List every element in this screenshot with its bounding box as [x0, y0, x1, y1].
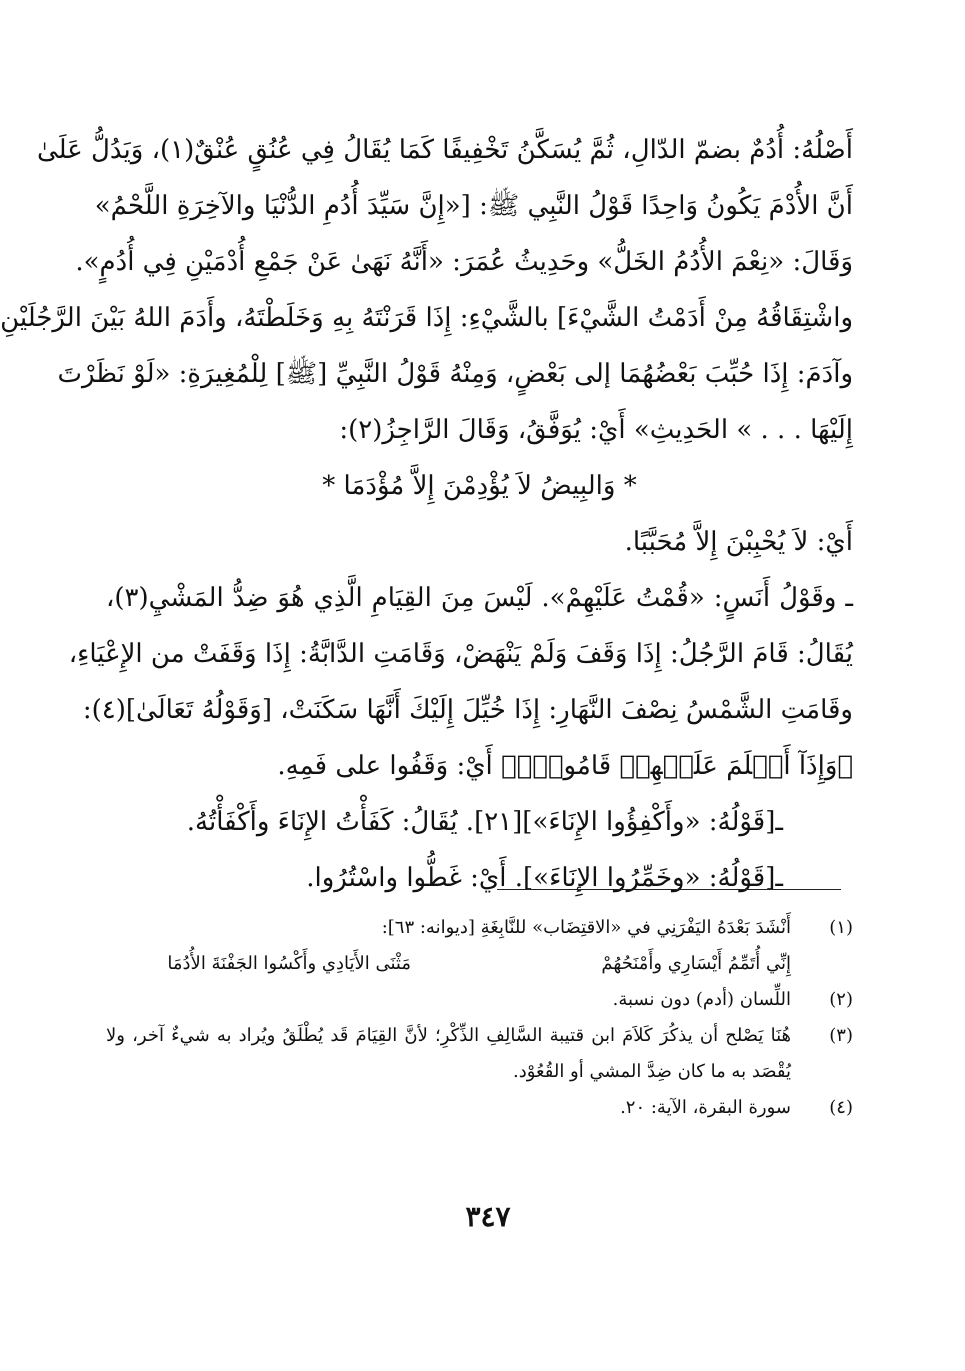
text-line: ﴿وَإِذَآ أَظۡلَمَ عَلَيۡهِمۡ قَامُواْۚ﴾ أَيْ: وَقَفُوا على فَمِهِ. [277, 751, 853, 781]
footnote-3-continued [106, 1054, 853, 1090]
text-line: واشْتِقَاقُهُ مِنْ أَدَمْتُ الشَّيْءَ] بالشَّيْءِ: إِذَا قَرَنْتَهُ بِهِ وَخَلَطْتَهُ، وأَدَمَ اللهُ بَيْنَ الرَّجُلَيْنِ [0, 303, 853, 333]
footnote-3 [106, 1018, 853, 1054]
footnote-number: (٣) [829, 1025, 853, 1046]
text-line: وآدَمَ: إِذَا حُبِّبَ بَعْضُهُمَا إلى بَعْضٍ، وَمِنْهُ قَوْلُ النَّبِيِّ [ﷺ] لِلْمُغِيرَةِ: «لَوْ نَظَرْتَ [57, 359, 853, 389]
footnote-text: سورة البقرة، الآية: ٢٠. [620, 1097, 791, 1118]
text-line: وقَامَتِ الشَّمْسُ نِصْفَ النَّهَارِ: إِذَا خُيِّلَ إِلَيْكَ أَنَّهَا سَكَنَتْ، [وَقَوْلُهُ تَعَالَىٰ](٤): [82, 695, 853, 725]
footnote-number: (٢) [829, 989, 853, 1010]
text-line: ـ[قَوْلُهُ: «وأَكْفِؤُوا الإِنَاءَ»][٢١]. يُقَالُ: كَفَأْتُ الإِنَاءَ وأَكْفَأْتُهُ. [186, 807, 783, 837]
footnote-number: (١) [829, 917, 853, 938]
footnote-4 [106, 1090, 853, 1126]
footnote-1-verse [106, 946, 853, 982]
footnote-text: هُنَا يَصْلح أن يذكُرَ كَلاَمَ ابن قتيبة السَّالِفِ الذِّكْرِ؛ لأنَّ القِيَامَ قَد يُطْلَقُ ويُراد به شيءٌ آخر، ولا [106, 1025, 791, 1046]
text-line: أَنَّ الأُدْمَ يَكُونُ وَاحِدًا قَوْلُ النَّبِي ﷺ: [«إِنَّ سَيِّدَ أُدُمِ الدُّنْيَا والآخِرَةِ اللَّحْمُ» [94, 191, 853, 221]
text-line: أَصْلُهُ: أُدُمٌ بضمّ الدّالِ، ثُمَّ يُسَكَّنُ تَخْفِيفًا كَمَا يُقَالُ فِي عُنُقٍ عُنْقٌ(١)، وَيَدُلُّ عَلَىٰ [36, 135, 853, 165]
text-line: إِلَيْهَا . . . » الحَدِيثِ» أَيْ: يُوَفَّقُ، وَقَالَ الرَّاجِزُ(٢): [339, 415, 853, 445]
footnote-number: (٤) [829, 1097, 853, 1118]
footnote-divider [497, 889, 841, 890]
main-text [0, 122, 853, 906]
footnote-text: يُقْصَد به ما كان ضِدَّ المشي أو القُعُوْد. [513, 1061, 791, 1082]
text-line: ـ[قَوْلُهُ: «وخَمِّرُوا الإِنَاءَ»]. أَيْ: غَطُّوا واسْتُرُوا. [306, 863, 783, 893]
verse-line: * وَالبِيضُ لاَ يُؤْدِمْنَ إِلاَّ مُؤْدَمَا * [322, 471, 637, 501]
footnote-text: أَنْشَدَ بَعْدَهُ اليَفْرَنِي في «الاقتِضَاب» للنَّابِغَةِ [ديوانه: ٦٣]: [381, 917, 791, 938]
footnote-text: اللِّسان (أدم) دون نسبة. [612, 989, 791, 1010]
footnote-2 [106, 982, 853, 1018]
verse-hemistich-first: إِنِّي أُتَمِّمُ أَيْسَارِي وأَمْنَحُهُمْ [601, 953, 791, 974]
text-line: وَقَالَ: «نِعْمَ الأُدُمُ الخَلُّ» وحَدِيثُ عُمَرَ: «أَنَّهُ نَهَىٰ عَنْ جَمْعِ أُدْمَيْنِ فِي أُدُمٍ». [75, 247, 853, 277]
footnotes [106, 910, 853, 1126]
page-number: ٣٤٧ [465, 1200, 511, 1233]
text-line: ـ وقَوْلُ أَنَسٍ: «قُمْتُ عَلَيْهِمْ». لَيْسَ مِنَ القِيَامِ الَّذِي هُوَ ضِدُّ المَشْيِ(٣)، [106, 583, 853, 613]
footnote-1 [106, 910, 853, 946]
text-line: يُقَالُ: قَامَ الرَّجُلُ: إِذَا وَقَفَ وَلَمْ يَنْهَضْ، وَقَامَتِ الدَّابَّةُ: إِذَا وَقَفَتْ من الإِعْيَاءِ، [68, 639, 853, 669]
verse-hemistich-second: مَثْنَى الأَيَادِي وأَكْسُوا الجَفْنَةَ الأُدُمَا [167, 953, 411, 974]
text-line: أَيْ: لاَ يُحْبِبْنَ إِلاَّ مُحَبَّبًا. [624, 527, 853, 557]
